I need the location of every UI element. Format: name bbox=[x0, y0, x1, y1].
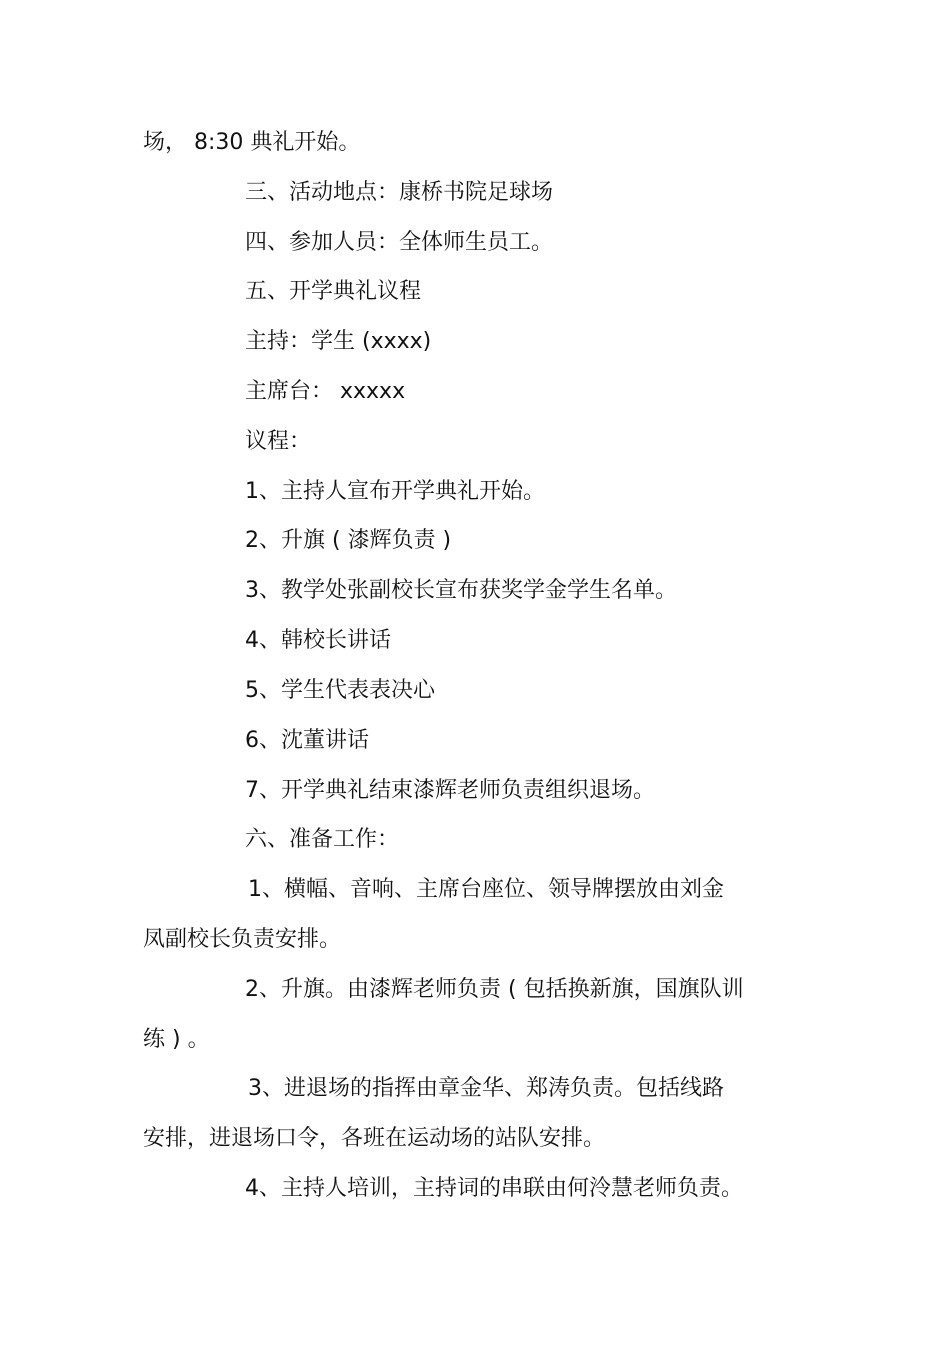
text-line: 三、活动地点：康桥书院足球场 bbox=[245, 180, 554, 205]
list-item: 2、升旗。由漆辉老师负责 ( 包括换新旗，国旗队训 bbox=[245, 977, 744, 1002]
list-item: 3、进退场的指挥由章金华、郑涛负责。包括线路 bbox=[248, 1076, 724, 1101]
text-line: 安排，进退场口令，各班在运动场的站队安排。 bbox=[143, 1126, 606, 1151]
text-line: 凤副校长负责安排。 bbox=[143, 927, 342, 952]
section-heading: 六、准备工作： bbox=[245, 827, 400, 852]
list-item: 4、韩校长讲话 bbox=[245, 628, 391, 653]
list-item: 2、升旗 ( 漆辉负责 ) bbox=[245, 528, 452, 553]
list-item: 1、横幅、音响、主席台座位、领导牌摆放由刘金 bbox=[248, 877, 724, 902]
list-item: 5、学生代表表决心 bbox=[245, 678, 435, 703]
list-item: 6、沈董讲话 bbox=[245, 728, 369, 753]
list-item: 1、主持人宣布开学典礼开始。 bbox=[245, 479, 545, 504]
text-line: 议程： bbox=[245, 429, 312, 454]
text-line: 场， 8:30 典礼开始。 bbox=[143, 130, 361, 155]
text-line: 练 ) 。 bbox=[143, 1027, 210, 1052]
list-item: 7、开学典礼结束漆辉老师负责组织退场。 bbox=[245, 778, 655, 803]
list-item: 3、教学处张副校长宣布获奖学金学生名单。 bbox=[245, 578, 677, 603]
text-line: 主持：学生 (xxxx) bbox=[245, 329, 432, 354]
list-item: 4、主持人培训，主持词的串联由何泠慧老师负责。 bbox=[245, 1176, 743, 1201]
section-heading: 五、开学典礼议程 bbox=[245, 279, 422, 304]
text-line: 主席台： xxxxx bbox=[245, 379, 406, 404]
text-line: 四、参加人员：全体师生员工。 bbox=[245, 230, 554, 255]
